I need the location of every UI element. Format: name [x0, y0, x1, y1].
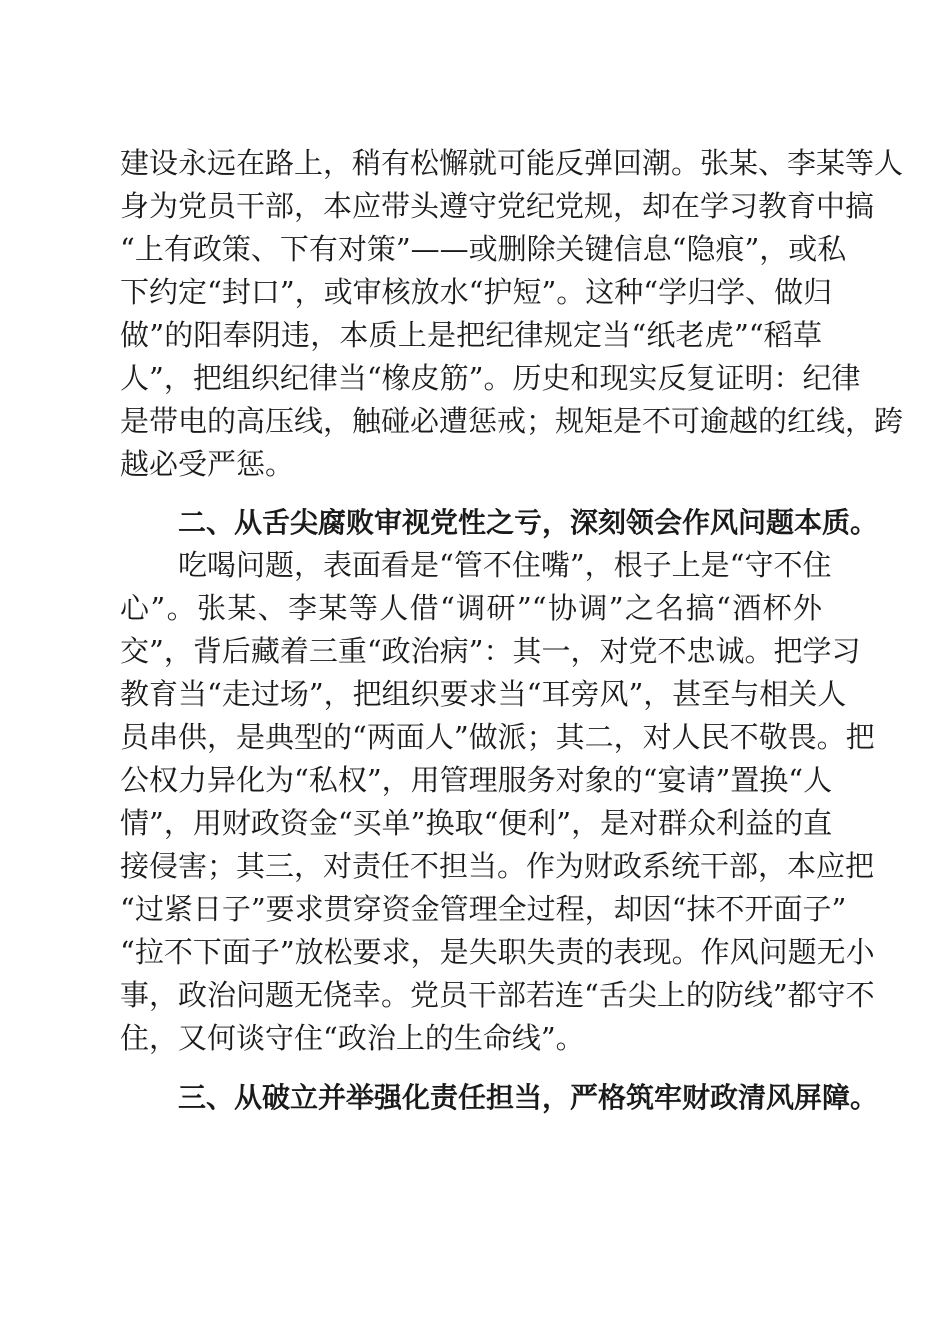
paragraph-line: 交”，背后藏着三重“政治病”：其一，对党不忠诚。把学习 — [120, 634, 861, 668]
paragraph-line: 是带电的高压线，触碰必遭惩戒；规矩是不可逾越的红线，跨 — [120, 404, 904, 438]
paragraph-line: 住，又何谈守住“政治上的生命线”。 — [120, 1021, 585, 1055]
paragraph-line: “拉不下面子”放松要求，是失职失责的表现。作风问题无小 — [120, 935, 875, 969]
paragraph-line: 情”，用财政资金“买单”换取“便利”，是对群众利益的直 — [120, 806, 833, 840]
section-heading-3: 三、从破立并举强化责任担当，严格筑牢财政清风屏障。 — [178, 1081, 879, 1114]
paragraph-line: 做”的阳奉阴违，本质上是把纪律规定当“纸老虎”“稻草 — [120, 318, 822, 352]
paragraph-line: 员串供，是典型的“两面人”做派；其二，对人民不敬畏。把 — [120, 720, 875, 754]
paragraph-line: 事，政治问题无侥幸。党员干部若连“舌尖上的防线”都守不 — [120, 978, 875, 1012]
paragraph-line: 人”，把组织纪律当“橡皮筋”。历史和现实反复证明：纪律 — [120, 361, 861, 395]
paragraph-line: 越必受严惩。 — [120, 447, 295, 481]
paragraph-line: 公权力异化为“私权”，用管理服务对象的“宴请”置换“人 — [120, 763, 833, 797]
paragraph-line: 身为党员干部，本应带头遵守党纪党规，却在学习教育中搞 — [120, 189, 875, 223]
paragraph-line: 下约定“封口”，或审核放水“护短”。这种“学归学、做归 — [120, 275, 833, 309]
paragraph-line: 吃喝问题，表面看是“管不住嘴”，根子上是“守不住 — [178, 548, 832, 582]
paragraph-line: 教育当“走过场”，把组织要求当“耳旁风”，甚至与相关人 — [120, 677, 847, 711]
paragraph-line: “过紧日子”要求贯穿资金管理全过程，却因“抹不开面子” — [120, 892, 847, 926]
paragraph-line: 建设永远在路上，稍有松懈就可能反弹回潮。张某、李某等人 — [120, 146, 904, 180]
paragraph-line: “上有政策、下有对策”——或删除关键信息“隐痕”，或私 — [120, 232, 847, 266]
paragraph-line: 心”。张某、李某等人借“调研”“协调”之名搞“酒杯外 — [120, 591, 822, 625]
section-heading-2: 二、从舌尖腐败审视党性之亏，深刻领会作风问题本质。 — [178, 506, 879, 539]
paragraph-line: 接侵害；其三，对责任不担当。作为财政系统干部，本应把 — [120, 849, 875, 883]
